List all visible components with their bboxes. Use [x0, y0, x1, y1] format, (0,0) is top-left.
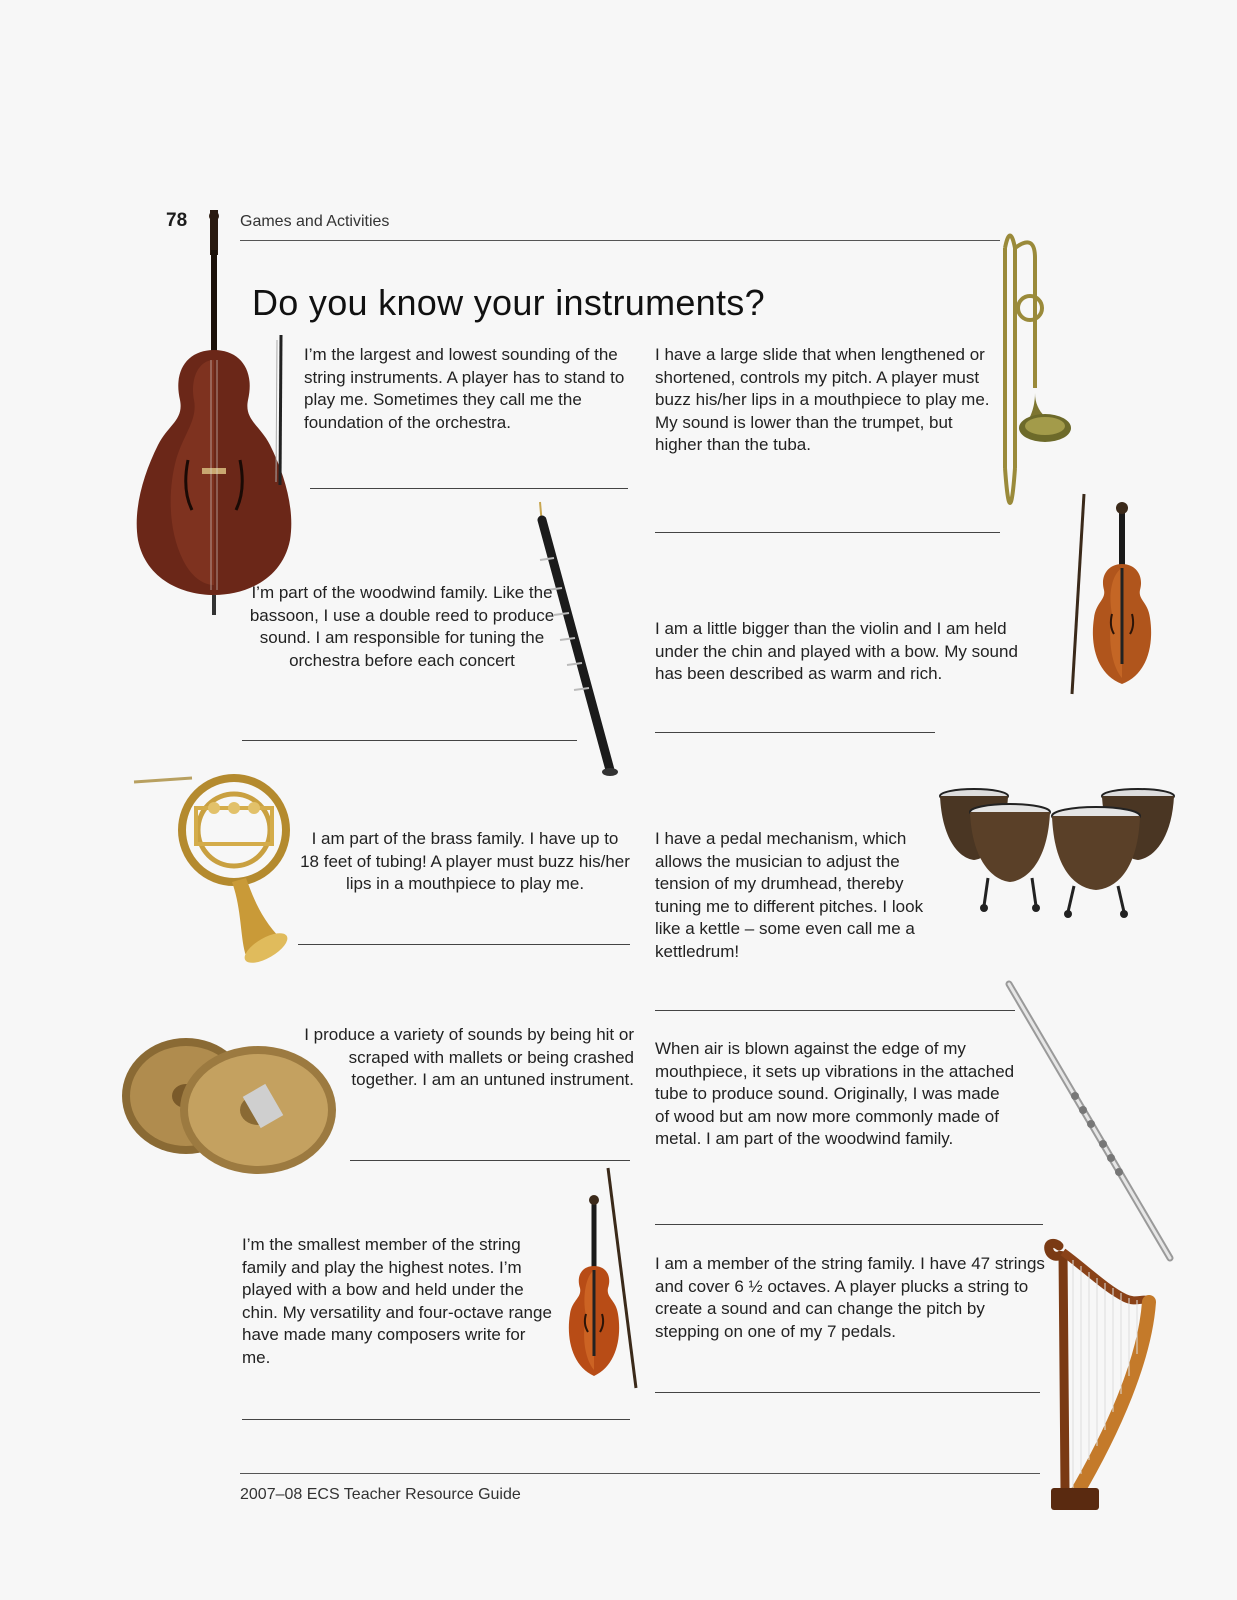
clue-double-bass: I’m the largest and lowest sounding of the string instruments. A player has to stand to play me. Sometimes they call me the foundation of the orchestra.	[304, 345, 625, 432]
clue-timpani: I have a pedal mechanism, which allows the musician to adjust the tension of my drumhead, thereby tuning me to different pitches. I look like a kettle – some even call me a kettledrum!	[655, 829, 924, 961]
timpani-icon	[938, 788, 1188, 918]
answer-line-flute[interactable]	[655, 1224, 1043, 1225]
clue-oboe: I’m part of the woodwind family. Like the bassoon, I use a double reed to produce sound. I am responsible for tuning the orchestra before each concert	[249, 583, 555, 670]
clue-viola: I am a little bigger than the violin and I am held under the chin and played with a bow. My sound has been described as warm and rich.	[655, 619, 1018, 684]
flute-icon	[1005, 980, 1180, 1265]
answer-line-trombone[interactable]	[655, 532, 1000, 533]
section-header: Games and Activities	[240, 213, 390, 230]
footer-text: 2007–08 ECS Teacher Resource Guide	[240, 1486, 521, 1503]
page-number: 78	[166, 210, 188, 231]
answer-line-french-horn[interactable]	[298, 944, 630, 945]
clue-violin: I’m the smallest member of the string family and play the highest notes. I’m played with a bow and held under the chin. My versatility and four-octave range have made many composers write for me.	[242, 1235, 552, 1367]
header-rule	[240, 240, 1000, 241]
double-bass-icon	[128, 210, 298, 620]
footer-rule	[240, 1473, 1040, 1474]
clue-trombone: I have a large slide that when lengthened or shortened, controls my pitch. A player must buzz his/her lips in a mouthpiece to play me. My sound is lower than the trumpet, but higher than the tuba.	[655, 345, 990, 455]
clue-flute: When air is blown against the edge of my mouthpiece, it sets up vibrations in the attached tube to produce sound. Originally, I was made of wood but am now more commonly made of metal. I am part of the woodwind family.	[655, 1039, 1015, 1149]
harp-icon	[1045, 1238, 1155, 1518]
clue-french-horn: I am part of the brass family. I have up to 18 feet of tubing! A player must buzz his/her lips in a mouthpiece to play me.	[300, 829, 630, 894]
answer-line-viola[interactable]	[655, 732, 935, 733]
page-title: Do you know your instruments?	[252, 282, 765, 323]
answer-line-cymbals[interactable]	[350, 1160, 630, 1161]
answer-line-oboe[interactable]	[242, 740, 577, 741]
viola-icon	[1068, 494, 1168, 704]
answer-line-harp[interactable]	[655, 1392, 1040, 1393]
answer-line-timpani[interactable]	[655, 1010, 1015, 1011]
clue-cymbals: I produce a variety of sounds by being hit or scraped with mallets or being crashed together. I am an untuned instrument.	[304, 1025, 634, 1090]
clue-harp: I am a member of the string family. I have 47 strings and cover 6 ½ octaves. A player plucks a string to create a sound and can change the pitch by stepping on one of my 7 pedals.	[655, 1254, 1045, 1341]
answer-line-double-bass[interactable]	[310, 488, 628, 489]
violin-icon	[560, 1166, 646, 1392]
answer-line-violin[interactable]	[242, 1419, 630, 1420]
french-horn-icon	[134, 760, 304, 960]
